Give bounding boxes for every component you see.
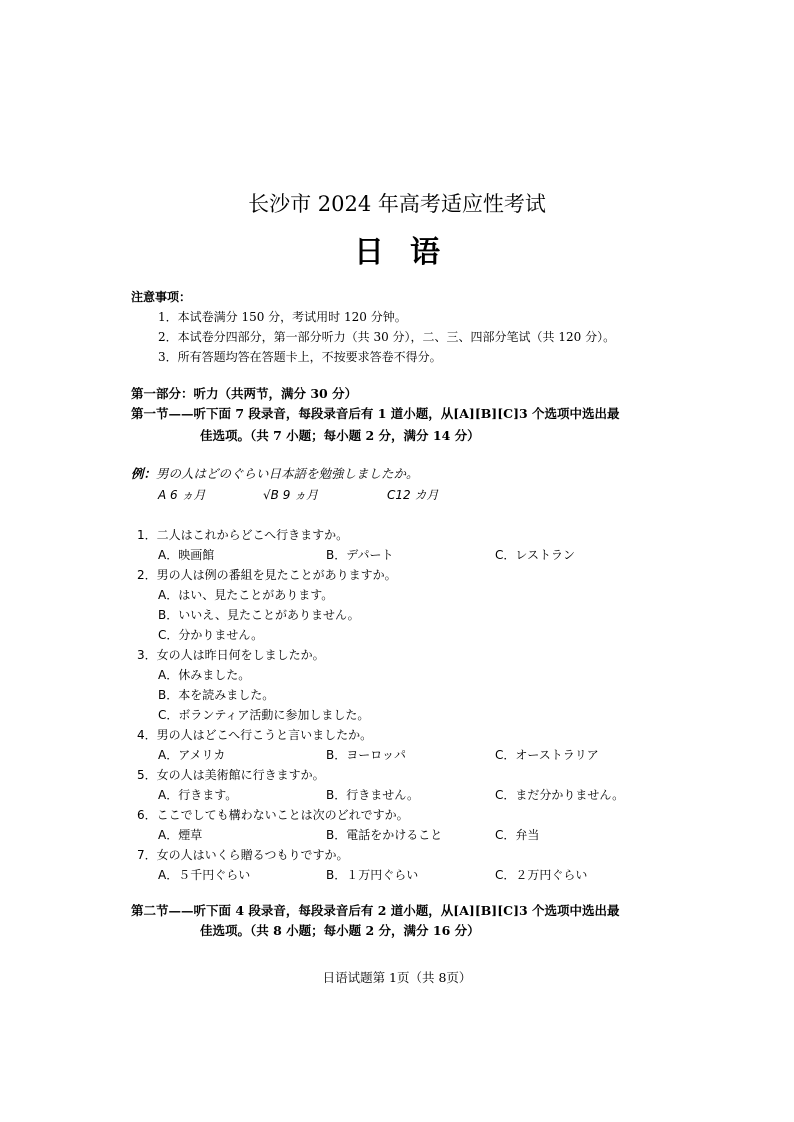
question-1: 1．二人はこれからどこへ行きますか。 xyxy=(137,528,349,542)
question-6: 6．ここでしても構わないことは次のどれですか。 xyxy=(137,808,409,822)
example-question-text: 男の人はどのぐらい日本語を勉強しましたか。 xyxy=(156,466,419,481)
q7-option-c: C．２万円ぐらい xyxy=(495,868,588,882)
notice-item: 1．本试卷满分 150 分，考试用时 120 分钟。 xyxy=(158,310,407,324)
section2-instruction-cont: 佳选项。（共 8 小题；每小题 2 分，满分 16 分） xyxy=(200,923,480,938)
q6-option-c: C．弁当 xyxy=(495,828,540,842)
q2-option-a: A．はい、見たことがあります。 xyxy=(158,588,334,602)
section1-instruction: 第一节——听下面 7 段录音，每段录音后有 1 道小题，从[A][B][C]3 个选项中选出最 xyxy=(131,406,620,421)
example-label: 例： xyxy=(131,466,157,481)
exam-title: 长沙市 2024 年高考适应性考试 xyxy=(248,192,546,216)
section2-instruction: 第二节——听下面 4 段录音，每段录音后有 2 道小题，从[A][B][C]3 个选项中选出最 xyxy=(131,903,620,918)
q7-option-a: A．５千円ぐらい xyxy=(158,868,251,882)
q6-option-b: B．電話をかけること xyxy=(326,828,443,842)
subject-title: 日语 xyxy=(354,235,466,270)
page-footer: 日语试题第 1页（共 8页） xyxy=(322,970,472,985)
q4-option-c: C．オーストラリア xyxy=(495,748,599,762)
example-option-c: C12 カ月 xyxy=(387,488,439,502)
q3-option-b: B．本を読みました。 xyxy=(158,688,275,702)
q6-option-a: A．煙草 xyxy=(158,828,203,842)
question-7: 7．女の人はいくら贈るつもりですか。 xyxy=(137,848,349,862)
q7-option-b: B．１万円ぐらい xyxy=(326,868,419,882)
q3-option-c: C．ボランティア活動に参加しました。 xyxy=(158,708,370,722)
q2-option-c: C．分かりません。 xyxy=(158,628,264,642)
q5-option-a: A．行きます。 xyxy=(158,788,238,802)
q4-option-b: B．ヨーロッパ xyxy=(326,748,406,762)
part1-heading: 第一部分：听力（共两节，满分 30 分） xyxy=(131,386,358,401)
section1-instruction-cont: 佳选项。（共 7 小题；每小题 2 分，满分 14 分） xyxy=(200,428,480,443)
q5-option-b: B．行きません。 xyxy=(326,788,419,802)
question-3: 3．女の人は昨日何をしましたか。 xyxy=(137,648,325,662)
example-option-a: A 6 ヵ月 xyxy=(158,488,206,502)
notice-item: 2．本试卷分四部分，第一部分听力（共 30 分），二、三、四部分笔试（共 120 分）。 xyxy=(158,330,616,344)
example-question xyxy=(131,466,419,482)
question-2: 2．男の人は例の番組を見たことがありますか。 xyxy=(137,568,397,582)
q5-option-c: C．まだ分かりません。 xyxy=(495,788,625,802)
question-5: 5．女の人は美術館に行きますか。 xyxy=(137,768,325,782)
q1-option-a: A．映画館 xyxy=(158,548,215,562)
notice-heading: 注意事项： xyxy=(131,290,192,304)
q1-option-b: B．デパート xyxy=(326,548,394,562)
notice-item: 3．所有答题均答在答题卡上，不按要求答卷不得分。 xyxy=(158,350,442,364)
q2-option-b: B．いいえ、見たことがありません。 xyxy=(158,608,360,622)
question-4: 4．男の人はどこへ行こうと言いましたか。 xyxy=(137,728,373,742)
example-option-b: √B 9 ヵ月 xyxy=(263,488,319,502)
q4-option-a: A．アメリカ xyxy=(158,748,226,762)
q3-option-a: A．休みました。 xyxy=(158,668,251,682)
q1-option-c: C．レストラン xyxy=(495,548,576,562)
